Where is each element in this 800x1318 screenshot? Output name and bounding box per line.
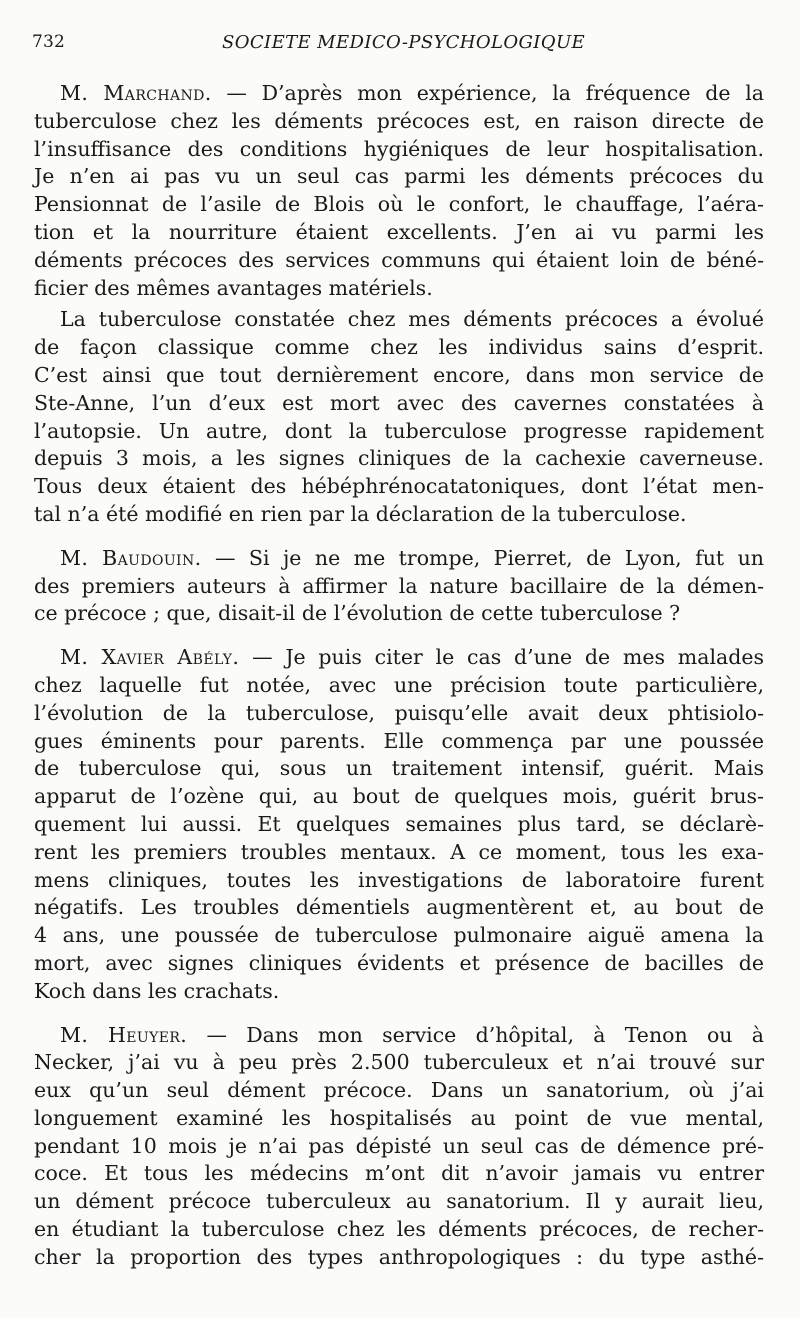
paragraph-marchand <box>34 80 764 302</box>
text-line: tal n’a été modifié en rien par la déclaration de la tuberculose. <box>34 501 687 526</box>
text-line: ce précoce ; que, disait-il de l’évolution de cette tuberculose ? <box>34 601 681 626</box>
line-text: — D’après mon expérience, la fréquence de la <box>211 81 764 105</box>
line-text: — Je puis citer le cas d’une de mes malades <box>239 645 764 670</box>
text-line: mens cliniques, toutes les investigations de laboratoire furent <box>34 867 764 892</box>
text-line: de façon classique comme chez les individus sains d’esprit. <box>34 335 764 360</box>
page-header <box>32 32 760 56</box>
paragraph-baudouin <box>34 545 764 628</box>
running-head: SOCIETE MEDICO-PSYCHOLOGIQUE <box>222 32 586 53</box>
text-line: apparut de l’ozène qui, au bout de quelques mois, guérit brus- <box>34 784 764 809</box>
text-line: Tous deux étaient des hébéphrénocatatoniques, dont l’état men- <box>34 474 764 499</box>
speaker-name: M. Baudouin. <box>60 545 202 570</box>
text-line: rent les premiers troubles mentaux. A ce moment, tous les exa- <box>34 839 764 864</box>
text-line: un dément précoce tuberculeux au sanatorium. Il y aurait lieu, <box>34 1189 764 1214</box>
text-line: mort, avec signes cliniques évidents et présence de bacilles de <box>34 950 764 975</box>
text-line: 4 ans, une poussée de tuberculose pulmonaire aiguë amena la <box>34 923 764 948</box>
text-line: Koch dans les crachats. <box>34 978 280 1003</box>
paragraph-heuyer <box>34 1022 764 1272</box>
text-line: tion et la nourriture étaient excellents. J’en ai vu parmi les <box>34 219 764 244</box>
text-line: gues éminents pour parents. Elle commença par une poussée <box>34 728 764 753</box>
text-line <box>34 80 764 108</box>
text-line: l’autopsie. Un autre, dont la tuberculose progresse rapidement <box>34 418 764 443</box>
text-line: depuis 3 mois, a les signes cliniques de la cachexie caverneuse. <box>34 446 764 471</box>
text-line: cher la proportion des types anthropologiques : du type asthé- <box>34 1244 764 1269</box>
text-line: tuberculose chez les déments précoces est, en raison directe de <box>34 108 764 133</box>
body-text <box>34 80 764 1288</box>
page-number: 732 <box>32 32 66 52</box>
text-line: l’évolution de la tuberculose, puisqu’elle avait deux phtisiolo- <box>34 700 764 725</box>
text-line: quement lui aussi. Et quelques semaines plus tard, se déclarè- <box>34 811 764 836</box>
speaker-name: M. Marchand. <box>60 81 212 105</box>
text-line: des premiers auteurs à affirmer la nature bacillaire de la démen- <box>34 573 764 598</box>
text-line: pendant 10 mois je n’ai pas dépisté un seul cas de démence pré- <box>34 1133 764 1158</box>
paragraph-abely <box>34 644 764 1005</box>
text-line: chez laquelle fut notée, avec une précision toute particulière, <box>34 672 764 697</box>
text-line: Ste-Anne, l’un d’eux est mort avec des cavernes constatées à <box>34 390 764 415</box>
text-line: Necker, j’ai vu à peu près 2.500 tuberculeux et n’ai trouvé sur <box>34 1050 764 1075</box>
text-line: de tuberculose qui, sous un traitement intensif, guérit. Mais <box>34 756 764 781</box>
speaker-name: M. Xavier Abély. <box>60 645 240 670</box>
line-text: — Si je ne me trompe, Pierret, de Lyon, fut un <box>201 545 764 570</box>
line-text: — Dans mon service d’hôpital, à Tenon ou à <box>187 1022 764 1047</box>
text-line: ficier des mêmes avantages matériels. <box>34 275 433 300</box>
paragraph-marchand-continued <box>34 306 764 528</box>
speaker-name: M. Heuyer. <box>60 1022 188 1047</box>
text-line <box>34 1022 764 1050</box>
text-line: eux qu’un seul dément précoce. Dans un sanatorium, où j’ai <box>34 1078 764 1103</box>
text-line: Pensionnat de l’asile de Blois où le confort, le chauffage, l’aéra- <box>34 192 764 217</box>
text-line: La tuberculose constatée chez mes déments précoces a évolué <box>60 307 764 332</box>
text-line: l’insuffisance des conditions hygiéniques de leur hospitalisation. <box>34 136 764 161</box>
text-line <box>34 545 764 573</box>
text-line: coce. Et tous les médecins m’ont dit n’avoir jamais vu entrer <box>34 1161 764 1186</box>
text-line <box>34 644 764 672</box>
text-line: en étudiant la tuberculose chez les déments précoces, de recher- <box>34 1217 764 1242</box>
text-line: longuement examiné les hospitalisés au point de vue mental, <box>34 1105 764 1130</box>
text-line: déments précoces des services communs qui étaient loin de béné- <box>34 247 764 272</box>
text-line: négatifs. Les troubles démentiels augmentèrent et, au bout de <box>34 895 764 920</box>
text-line: C’est ainsi que tout dernièrement encore, dans mon service de <box>34 362 764 387</box>
text-line: Je n’en ai pas vu un seul cas parmi les déments précoces du <box>34 164 764 189</box>
